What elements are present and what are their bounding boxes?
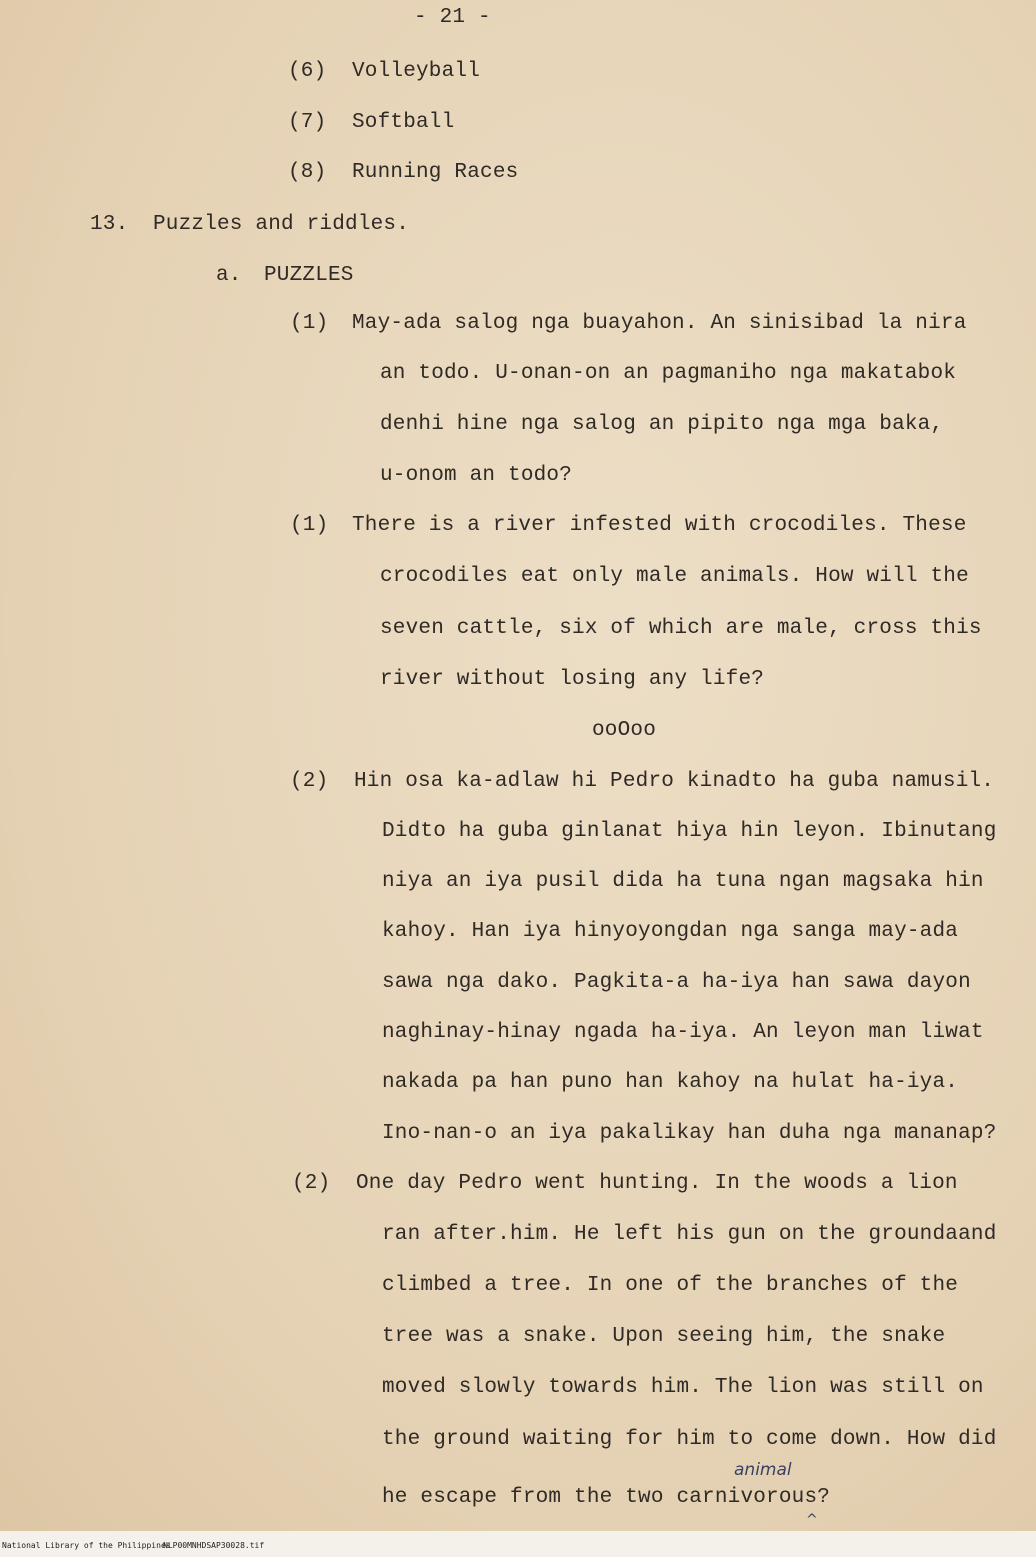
handwritten-annotation: animal [734, 1460, 792, 1480]
puzzle-1-en-line-3: seven cattle, six of which are male, cross this [380, 617, 982, 640]
section-number: 13. [90, 213, 129, 236]
puzzle-2-line-2: Didto ha guba ginlanat hiya hin leyon. Ibinutang [382, 820, 997, 843]
puzzle-1-en-line-4: river without losing any life? [380, 668, 765, 691]
sports-item-1-num: (6) [288, 60, 327, 83]
sports-item-3-num: (8) [288, 161, 327, 184]
puzzle-1-line-4: u-onom an todo? [380, 464, 573, 487]
puzzle-1-line-3: denhi hine nga salog an pipito nga mga baka, [380, 413, 944, 436]
puzzle-1-line-1: May-ada salog nga buayahon. An sinisibad la nira [352, 312, 967, 335]
section-title: Puzzles and riddles. [153, 213, 410, 236]
separator: ooOoo [592, 719, 657, 742]
puzzle-2-en-line-4: tree was a snake. Upon seeing him, the snake [382, 1325, 946, 1348]
puzzle-2-line-7: nakada pa han puno han kahoy na hulat ha-iya. [382, 1071, 959, 1094]
puzzle-2-line-3: niya an iya pusil dida ha tuna ngan magsaka hin [382, 870, 984, 893]
puzzle-1-en-number: (1) [290, 514, 329, 537]
sports-item-2-text: Softball [352, 111, 455, 134]
puzzle-1-number: (1) [290, 312, 329, 335]
sports-item-3-text: Running Races [352, 161, 519, 184]
footer-filename: NLP00MNHDSAP30028.tif [163, 1541, 265, 1550]
sports-item-2-num: (7) [288, 111, 327, 134]
puzzle-2-number: (2) [290, 770, 329, 793]
puzzle-1-en-line-2: crocodiles eat only male animals. How will the [380, 565, 969, 588]
puzzle-2-line-1: Hin osa ka-adlaw hi Pedro kinadto ha guba namusil. [354, 770, 995, 793]
puzzle-2-en-line-3: climbed a tree. In one of the branches of the [382, 1274, 959, 1297]
puzzle-2-line-6: naghinay-hinay ngada ha-iya. An leyon man liwat [382, 1021, 984, 1044]
puzzle-2-en-number: (2) [292, 1172, 331, 1195]
page-number: - 21 - [414, 6, 491, 29]
puzzle-2-line-4: kahoy. Han iya hinyoyongdan nga sanga may-ada [382, 920, 959, 943]
sports-item-1-text: Volleyball [352, 60, 481, 83]
puzzle-2-en-line-6: the ground waiting for him to come down. How did [382, 1428, 997, 1451]
puzzle-2-en-line-7: he escape from the two carnivorous? [382, 1486, 831, 1509]
subsection-title: PUZZLES [264, 264, 354, 287]
subsection-letter: a. [216, 264, 242, 287]
puzzle-1-en-line-1: There is a river infested with crocodiles. These [352, 514, 967, 537]
puzzle-2-en-line-5: moved slowly towards him. The lion was still on [382, 1376, 984, 1399]
caret-mark: ^ [806, 1512, 818, 1528]
puzzle-2-en-line-2: ran after.him. He left his gun on the groundaand [382, 1223, 997, 1246]
puzzle-1-line-2: an todo. U-onan-on an pagmaniho nga makatabok [380, 362, 957, 385]
puzzle-2-line-5: sawa nga dako. Pagkita-a ha-iya han sawa dayon [382, 971, 971, 994]
footer-bar [0, 1531, 1036, 1557]
footer-library: National Library of the Philippines [2, 1541, 171, 1550]
puzzle-2-en-line-1: One day Pedro went hunting. In the woods a lion [356, 1172, 958, 1195]
puzzle-2-line-8: Ino-nan-o an iya pakalikay han duha nga mananap? [382, 1122, 997, 1145]
